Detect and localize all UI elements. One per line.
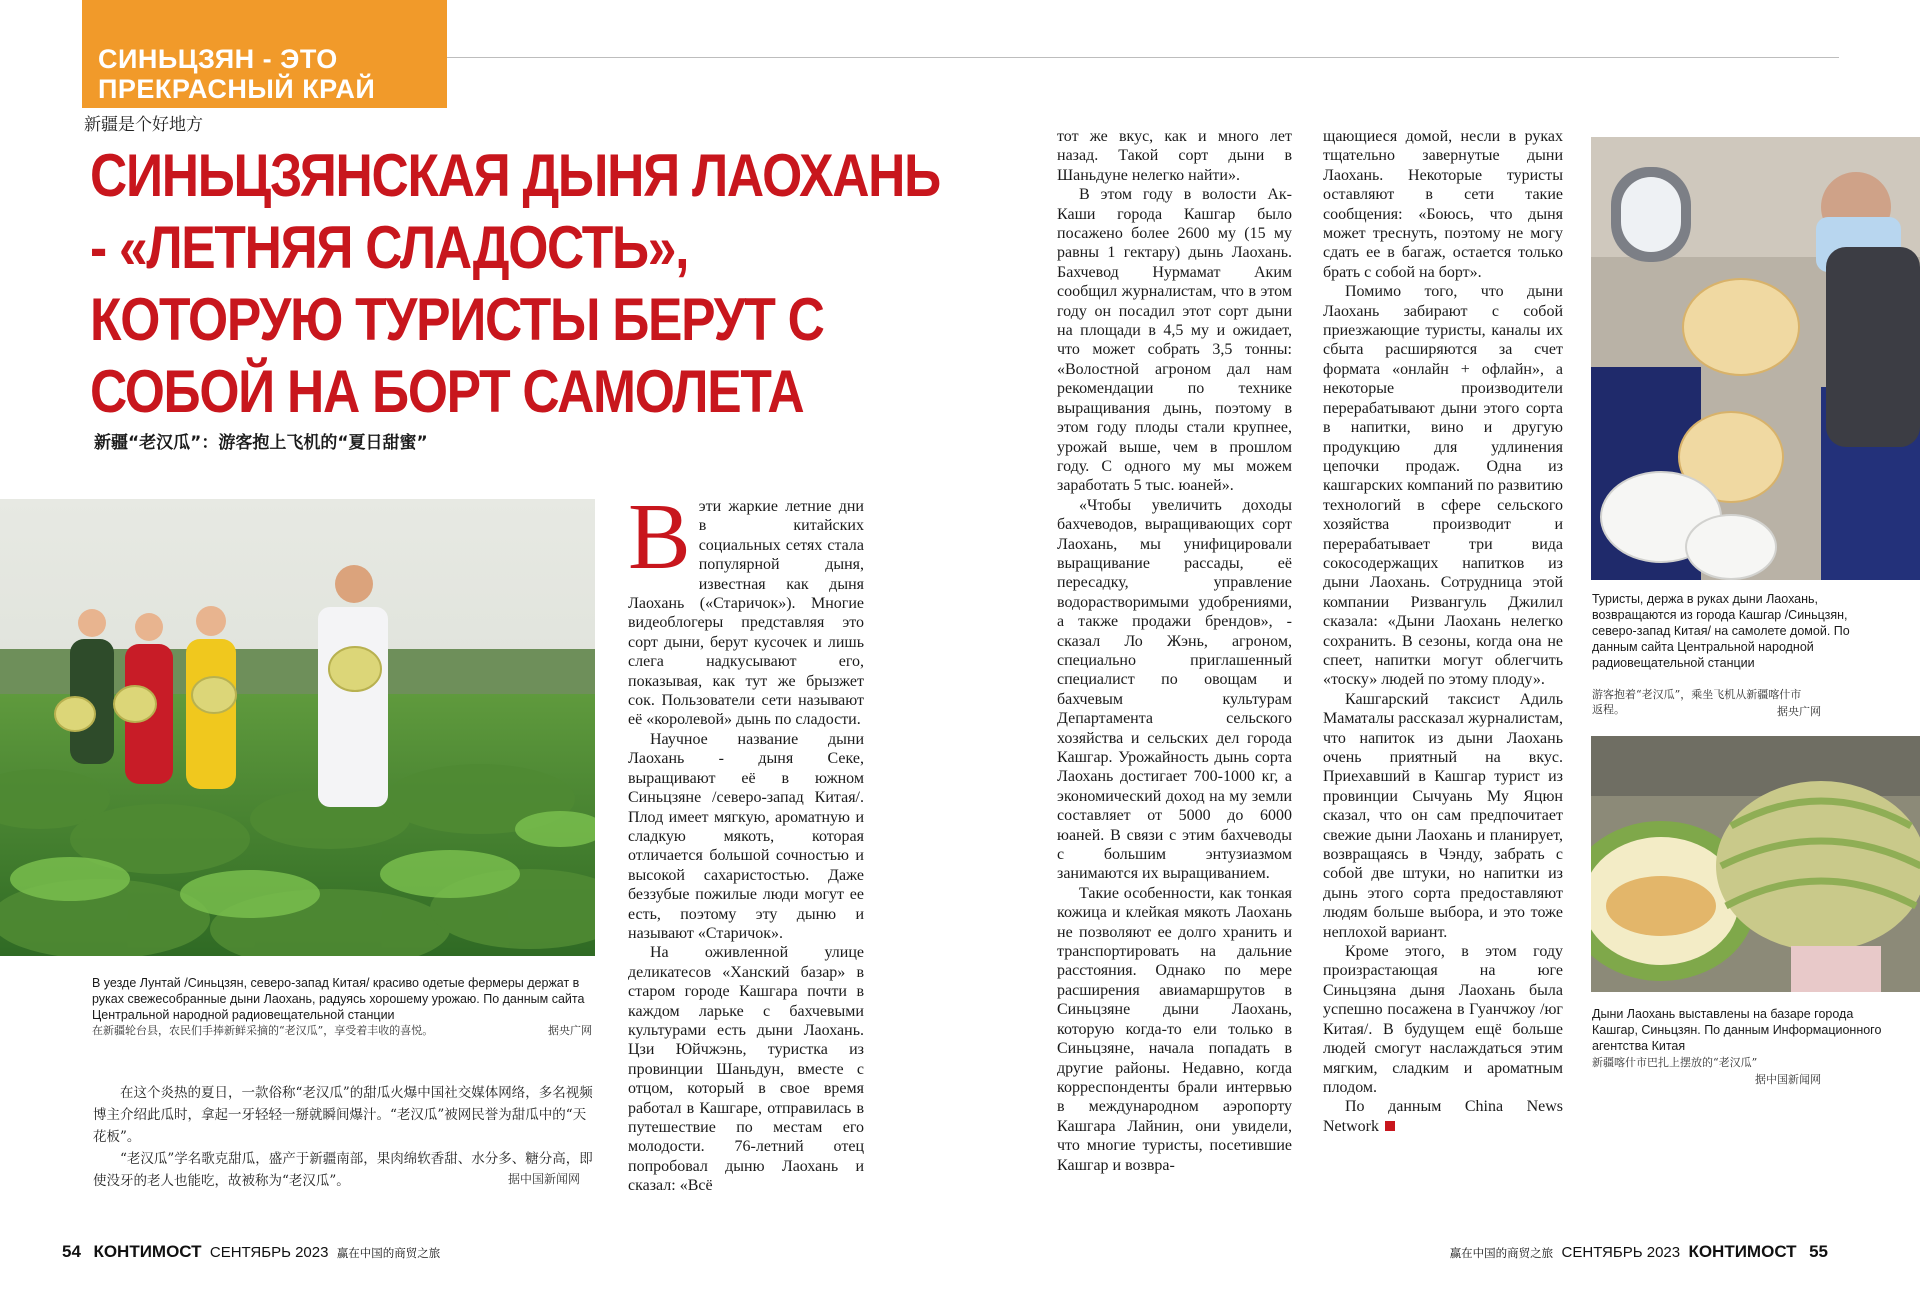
chinese-summary-paragraph: 在这个炎热的夏日，一款俗称“老汉瓜”的甜瓜火爆中国社交媒体网络，多名视频博主介绍此瓜时，拿起一牙轻轻一掰就瞬间爆汁。“老汉瓜”被网民誉为甜瓜中的“天花板”。	[93, 1085, 593, 1145]
footer-left	[62, 1242, 440, 1262]
rubric-title-cn: 新疆是个好地方	[84, 115, 203, 135]
issue-date: СЕНТЯБРЬ 2023	[1561, 1244, 1681, 1261]
melon-photo-source: 据中国新闻网	[1755, 1073, 1821, 1086]
page-number-right: 55	[1809, 1242, 1828, 1261]
melon-market-photo	[1591, 736, 1920, 992]
header-rule	[447, 57, 1839, 58]
article-paragraph: На оживленной улице деликатесов «Ханский базар» в старом городе Кашгара почти в каждом ларьке с бахчевыми культурами есть дыни Лаохань. Цзи Юйчжэнь, туристка из провинции Шаньдун, вместе с отцом, который в свое время работал в Кашгаре, отправилась в путешествие по местам его молодости. 76-летний отец попробовал дыню Лаохань и сказал: «Всё	[628, 944, 864, 1195]
melon-photo-caption-cn: 新疆喀什市巴扎上摆放的“老汉瓜”	[1592, 1056, 1758, 1069]
article-paragraph: Такие особенности, как тонкая кожица и клейкая мякоть Лаохань не позволяют ее долго хранить и транспортировать на дальние расстояния. Однако по мере расширения авиамаршрутов в Синьцзяне дыни Лаохань, которую когда-то ели только в Синьцзяне, начала попадать в другие районы. Недавно, когда корреспонденты брали интервью в международном аэропорту Кашгара Лайнин, они увидели, что многие туристы, посетившие Кашгар и возвра-	[1057, 884, 1292, 1174]
slogan-cn: 赢在中国的商贸之旅	[1449, 1246, 1554, 1260]
article-column-3	[1323, 127, 1563, 1136]
magazine-name: КОНТИМОСТ	[1688, 1242, 1797, 1261]
magazine-name: КОНТИМОСТ	[93, 1242, 202, 1261]
article-paragraph	[628, 485, 864, 730]
footer-right	[1450, 1242, 1828, 1262]
article-paragraph: тот же вкус, как и много лет назад. Такой сорт дыни в Шаньдуне нелегко найти».	[1057, 128, 1292, 184]
article-source-paragraph	[1323, 1097, 1563, 1136]
farmers-melon-illustration	[0, 499, 595, 956]
article-paragraph: Кроме этого, в этом году произрастающая на юге Синьцзяна дыня Лаохань была успешно посажена в Гуанчжоу /юг Китая/. В будущем ещё больше людей смогут наслаждаться этим мягким, сладким и ароматным плодом.	[1323, 943, 1563, 1096]
article-paragraph: «Чтобы увеличить доходы бахчеводов, выращивающих сорт Лаохань, мы унифицировали выращивание рассады, её пересадку, управление водорастворимыми удобрениями, а также продажи брендов», - сказал Ло Жэнь, агроном, специально приглашенный специалист по овощам и бахчевым культурам Департамента сельского хозяйства и сельских дел города Кашгар. Урожайность дынь сорта Лаохань достигает 700-1000 кг, а экономический доход на му земли составляет от 5000 до 6000 юаней. В связи с этим бахчеводы с большим энтузиазмом занимаются их выращиванием.	[1057, 496, 1292, 883]
drop-cap: В	[628, 485, 691, 589]
plane-photo-source: 据央广网	[1777, 705, 1821, 718]
issue-date: СЕНТЯБРЬ 2023	[209, 1244, 329, 1261]
plane-photo-caption: Туристы, держа в руках дыни Лаохань, возвращаются из города Кашгар /Синьцзян, северо-запад Китая/ на самолете домой. По данным сайта Центральной народной радиовещательной станции	[1592, 592, 1850, 670]
article-column-1	[628, 485, 864, 1196]
article-paragraph: Помимо того, что дыни Лаохань забирают с собой приезжающие туристы, каналы их сбыта расширяются за счет формата «онлайн + офлайн», а некоторые производители перерабатывают дыни этого сорта в напитки, вино и другую продукцию для удлинения цепочки продаж. Одна из кашгарских компаний по развитию технологий в сфере сельского хозяйства производит и перерабатывает три вида сокосодержащих напитков из дыни Лаохань. Сотрудница этой компании Ризвангуль Джилил сказала: «Дыни Лаохань нелегко сохранить. В сезоны, когда она не спеет, напитки могут облегчить «тоску» людей по этому плоду».	[1323, 283, 1563, 689]
subtitle-cn: 新疆“老汉瓜”：游客抱上飞机的“夏日甜蜜”	[94, 433, 428, 453]
airplane-cabin-illustration	[1591, 137, 1920, 580]
melon-photo-caption: Дыни Лаохань выставлены на базаре города Кашгар, Синьцзян. По данным Информационного агентства Китая	[1592, 1007, 1882, 1053]
farmers-melon-photo	[0, 499, 595, 956]
article-text: эти жаркие летние дни в китайских социальных сетях стала популярной дыня, известная как дыня Лаохань («Старичок»). Многие видеоблогеры представляя это сорт дыни, берут кусочек и лишь слега надкусывают его, показывая, как тут же брызжет сок. Пользователи сети называют её «королевой» дынь по сладости.	[628, 498, 864, 729]
main-photo-caption-cn: 在新疆轮台县，农民们手捧新鲜采摘的“老汉瓜”，享受着丰收的喜悦。	[92, 1024, 434, 1037]
headline: СИНЬЦЗЯНСКАЯ ДЫНЯ ЛАОХАНЬ - «ЛЕТНЯЯ СЛАДОСТЬ», КОТОРУЮ ТУРИСТЫ БЕРУТ С СОБОЙ НА БОРТ САМОЛЕТА	[90, 142, 940, 425]
chinese-summary-source: 据中国新闻网	[508, 1172, 581, 1186]
article-paragraph: Научное название дыни Лаохань - дыня Секе, выращивают её в южном Синьцзяне /северо-запад Китая/. Плод имеет мягкую, ароматную и сладкую мякоть, которая отличается большой сочностью и высокой сахаристостью. Даже беззубые пожилые люди могут ее есть, поэтому эту дыню и называют «Старичок».	[628, 730, 864, 942]
main-photo-caption: В уезде Лунтай /Синьцзян, северо-запад Китая/ красиво одетые фермеры держат в руках свежесобранные дыни Лаохань, радуясь хорошему урожаю. По данным сайта Центральной народной радиовещательной станции	[92, 976, 585, 1022]
airplane-passenger-photo	[1591, 137, 1920, 580]
page-number-left: 54	[62, 1242, 81, 1261]
end-mark-icon	[1385, 1121, 1395, 1131]
chinese-summary-paragraph: “老汉瓜”学名歌克甜瓜，盛产于新疆南部，果肉绵软香甜、水分多、糖分高，即使没牙的老人也能吃，故被称为“老汉瓜”。	[93, 1151, 593, 1189]
article-paragraph: щающиеся домой, несли в руках тщательно завернутые дыни Лаохань. Некоторые туристы оставляют в сети такие сообщения: «Боюсь, что дыня может треснуть, поэтому не могу сдать ее в багаж, остается только брать с собой на борт».	[1323, 128, 1563, 281]
plane-photo-caption-cn: 游客抱着“老汉瓜”，乘坐飞机从新疆喀什市返程。	[1592, 688, 1802, 716]
cut-melon-illustration	[1591, 736, 1920, 992]
main-photo-source: 据央广网	[548, 1024, 592, 1037]
rubric-title: СИНЬЦЗЯН - ЭТО ПРЕКРАСНЫЙ КРАЙ	[98, 44, 376, 104]
article-column-2	[1057, 127, 1292, 1175]
slogan-cn: 赢在中国的商贸之旅	[336, 1246, 441, 1260]
article-paragraph: В этом году в волости Ак-Каши города Кашгар было посажено более 2600 му (15 му равны 1 гектару) дынь Лаохань. Бахчевод Нурмамат Аким сообщил журналистам, что в этом году он посадил этот сорт дыни на площади в 4,5 му и ожидает, что может собрать 3,5 тонны: «Волостной агроном дал нам рекомендации по технике выращивания дынь, поэтому в этом году плоды стали крупнее, урожай выше, чем в прошлом году. С одного му мы можем заработать 5 тыс. юаней».	[1057, 186, 1292, 495]
article-paragraph: Кашгарский таксист Адиль Маматалы рассказал журналистам, что напиток из дыни Лаохань очень приятный на вкус. Приехавший в Кашгар турист из провинции Сычуань Му Яцюн сказал, что он сам предпочитает свежие дыни Лаохань и планирует, возвращаясь в Чэнду, забрать с собой две штуки, но напитки из дынь этого сорта предоставляют людям больше выбора, и это тоже неплохой вариант.	[1323, 690, 1563, 941]
article-source: По данным China News Network	[1323, 1098, 1563, 1135]
